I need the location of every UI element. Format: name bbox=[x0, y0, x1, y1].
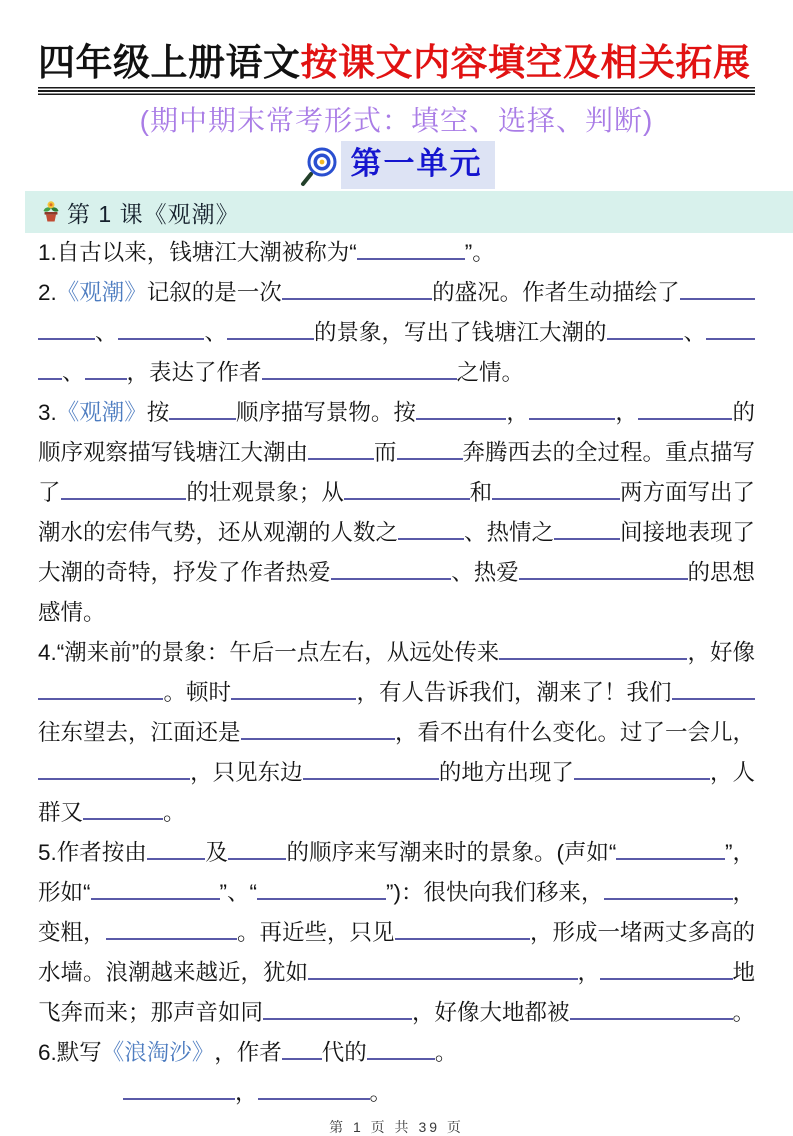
question-text: 、 bbox=[683, 320, 706, 345]
page-footer: 第 1 页 共 39 页 bbox=[329, 1119, 464, 1135]
title-grade-part: 四年级上册语文 bbox=[38, 42, 301, 83]
question-text: 的思想 bbox=[687, 560, 756, 585]
question-text: 。 bbox=[434, 1040, 458, 1065]
question-text: 、 bbox=[62, 360, 85, 385]
blank-field bbox=[147, 840, 206, 860]
question-text: 飞奔而来；那声音如同 bbox=[38, 1000, 264, 1025]
book-title: 《浪淘沙》 bbox=[101, 1040, 215, 1065]
blank-field bbox=[616, 840, 725, 860]
question-text: 之情。 bbox=[456, 360, 525, 385]
question-text: 两方面写出了 bbox=[619, 480, 755, 505]
blank-field bbox=[706, 320, 755, 340]
blank-field bbox=[123, 1080, 235, 1100]
unit-title: 第一单元 bbox=[341, 141, 495, 189]
magnifier-target-icon bbox=[299, 146, 339, 188]
question-text: 按 bbox=[146, 400, 170, 425]
question-line bbox=[38, 633, 755, 673]
lesson-title: 第 1 课《观潮》 bbox=[67, 200, 240, 227]
question-text: ，形成一堵两丈多高的 bbox=[530, 920, 756, 945]
question-text: 、 bbox=[204, 320, 227, 345]
title-topic-part: 按课文内容填空及相关拓展 bbox=[300, 42, 751, 83]
question-text: 而 bbox=[374, 440, 397, 465]
question bbox=[38, 393, 755, 633]
question bbox=[38, 273, 755, 393]
question-line bbox=[38, 753, 755, 793]
question-text: 奔腾西去的全过程。重点描写 bbox=[462, 440, 756, 465]
blank-field bbox=[228, 840, 287, 860]
blank-field bbox=[91, 880, 220, 900]
question-line bbox=[38, 713, 755, 753]
question-line bbox=[38, 513, 755, 553]
blank-field bbox=[638, 400, 733, 420]
blank-field bbox=[303, 760, 439, 780]
title-underline-rule bbox=[38, 87, 755, 95]
blank-field bbox=[607, 320, 684, 340]
question-text: 的顺序来写潮来时的景象。(声如“ bbox=[286, 840, 617, 865]
blank-field bbox=[554, 520, 620, 540]
question-line bbox=[38, 1073, 755, 1113]
spacer bbox=[38, 1099, 123, 1100]
blank-field bbox=[85, 360, 127, 380]
blank-field bbox=[38, 360, 62, 380]
question-text: ，表达了作者 bbox=[126, 360, 262, 385]
blank-field bbox=[570, 1000, 733, 1020]
question bbox=[38, 233, 755, 273]
question-text: 的盛况。作者生动描绘了 bbox=[432, 280, 680, 305]
question-text: ”)：很快向我们移来， bbox=[386, 880, 604, 905]
blank-field bbox=[231, 680, 356, 700]
question-line bbox=[38, 593, 755, 633]
blank-field bbox=[308, 440, 374, 460]
question-text: 大潮的奇特，抒发了作者热爱 bbox=[38, 560, 331, 585]
question-text: 、 bbox=[94, 320, 118, 345]
question-text: 的壮观景象；从 bbox=[186, 480, 344, 505]
question-line bbox=[38, 313, 755, 353]
question-text: 5.作者按由 bbox=[38, 840, 147, 865]
blank-field bbox=[38, 760, 190, 780]
blank-field bbox=[357, 240, 465, 260]
question-text: 水墙。浪潮越来越近，犹如 bbox=[38, 960, 309, 985]
question-line bbox=[38, 553, 755, 593]
question-line bbox=[38, 433, 755, 473]
question-text: 的景象，写出了钱塘江大潮的 bbox=[313, 320, 607, 345]
lesson-header-band bbox=[25, 191, 793, 233]
question-text: 、热爱 bbox=[451, 560, 519, 585]
question-text: 记叙的是一次 bbox=[146, 280, 282, 305]
blank-field bbox=[282, 1040, 322, 1060]
blank-field bbox=[118, 320, 205, 340]
question-line bbox=[38, 913, 755, 953]
exam-format-subtitle: (期中期末常考形式：填空、选择、判断) bbox=[139, 105, 654, 136]
question-line bbox=[38, 273, 755, 313]
blank-field bbox=[61, 480, 187, 500]
blank-field bbox=[367, 1040, 435, 1060]
unit-heading bbox=[38, 141, 755, 189]
blank-field bbox=[672, 680, 755, 700]
question bbox=[38, 1033, 755, 1113]
question-text: ， bbox=[577, 960, 601, 985]
question-text: 形如“ bbox=[38, 880, 91, 905]
question-line bbox=[38, 993, 755, 1033]
question-line bbox=[38, 873, 755, 913]
question-line bbox=[38, 353, 755, 393]
question-text: 。再近些，只见 bbox=[237, 920, 395, 945]
blank-field bbox=[106, 920, 237, 940]
question-text: 了 bbox=[38, 480, 61, 505]
question-line bbox=[38, 1033, 755, 1073]
question-text: 4.“潮来前”的景象：午后一点左右，从远处传来 bbox=[38, 640, 500, 665]
blank-field bbox=[331, 560, 452, 580]
question-text: ，好像 bbox=[687, 640, 755, 665]
question-text: 的地方出现了 bbox=[438, 760, 574, 785]
question bbox=[38, 833, 755, 1033]
blank-field bbox=[308, 960, 577, 980]
question-text: ， bbox=[615, 400, 638, 425]
potted-plant-icon bbox=[39, 200, 63, 224]
questions bbox=[38, 233, 755, 1113]
blank-field bbox=[282, 280, 432, 300]
blank-field bbox=[416, 400, 507, 420]
question-text: 间接地表现了 bbox=[620, 520, 756, 545]
question-text: ”。 bbox=[464, 240, 495, 265]
question-text: 。顿时 bbox=[163, 680, 231, 705]
question-text: 往东望去，江面还是 bbox=[38, 720, 241, 745]
question-text: 群又 bbox=[38, 800, 84, 825]
question-text: ”， bbox=[725, 840, 756, 865]
blank-field bbox=[344, 480, 470, 500]
question-text: 感情。 bbox=[38, 600, 106, 625]
question-text: 的 bbox=[732, 400, 755, 425]
question-text: ，人 bbox=[710, 760, 756, 785]
question-text: 6.默写 bbox=[38, 1040, 102, 1065]
question-text: ，好像大地都被 bbox=[412, 1000, 570, 1025]
question-text: ， bbox=[732, 880, 756, 905]
question-line bbox=[38, 393, 755, 433]
question-text: ， bbox=[235, 1080, 258, 1105]
book-title: 《观潮》 bbox=[56, 280, 147, 305]
question-text: 、热情之 bbox=[464, 520, 555, 545]
question-text: ，有人告诉我们，潮来了！我们 bbox=[356, 680, 672, 705]
blank-field bbox=[604, 880, 733, 900]
question-line bbox=[38, 233, 755, 273]
question-text: 和 bbox=[469, 480, 493, 505]
blank-field bbox=[397, 440, 463, 460]
question-text: 1.自古以来，钱塘江大潮被称为“ bbox=[38, 240, 357, 265]
blank-field bbox=[600, 960, 732, 980]
question-text: ，只见东边 bbox=[190, 760, 303, 785]
question-text: 。 bbox=[369, 1080, 393, 1105]
blank-field bbox=[519, 560, 688, 580]
blank-field bbox=[529, 400, 616, 420]
question-text: 代的 bbox=[321, 1040, 367, 1065]
blank-field bbox=[258, 1080, 370, 1100]
question-text: 。 bbox=[732, 1000, 756, 1025]
page-title bbox=[38, 42, 755, 84]
blank-field bbox=[241, 720, 395, 740]
blank-field bbox=[262, 360, 457, 380]
blank-field bbox=[398, 520, 464, 540]
question-line bbox=[38, 833, 755, 873]
blank-field bbox=[227, 320, 314, 340]
question-line bbox=[38, 673, 755, 713]
question-text: ，作者 bbox=[214, 1040, 282, 1065]
blank-field bbox=[169, 400, 236, 420]
question-text: 地 bbox=[732, 960, 756, 985]
blank-field bbox=[499, 640, 687, 660]
blank-field bbox=[38, 320, 95, 340]
blank-field bbox=[263, 1000, 412, 1020]
blank-field bbox=[395, 920, 530, 940]
question-text: ，看不出有什么变化。过了一会儿， bbox=[394, 720, 755, 745]
blank-field bbox=[257, 880, 386, 900]
question-line bbox=[38, 953, 755, 993]
question-text: 顺序观察描写钱塘江大潮由 bbox=[38, 440, 309, 465]
question-text: ， bbox=[506, 400, 529, 425]
question-line bbox=[38, 473, 755, 513]
blank-field bbox=[83, 800, 163, 820]
blank-field bbox=[680, 280, 755, 300]
question-text: 3. bbox=[38, 400, 57, 425]
blank-field bbox=[38, 680, 163, 700]
question-text: 潮水的宏伟气势，还从观潮的人数之 bbox=[38, 520, 399, 545]
question-text: 2. bbox=[38, 280, 57, 305]
question-text: 顺序描写景物。按 bbox=[235, 400, 416, 425]
question-text: 。 bbox=[163, 800, 186, 825]
question-line bbox=[38, 793, 755, 833]
question-text: ”、“ bbox=[219, 880, 257, 905]
book-title: 《观潮》 bbox=[56, 400, 147, 425]
blank-field bbox=[574, 760, 710, 780]
blank-field bbox=[492, 480, 620, 500]
question-text: 变粗， bbox=[38, 920, 106, 945]
question-text: 及 bbox=[205, 840, 228, 865]
question bbox=[38, 633, 755, 833]
